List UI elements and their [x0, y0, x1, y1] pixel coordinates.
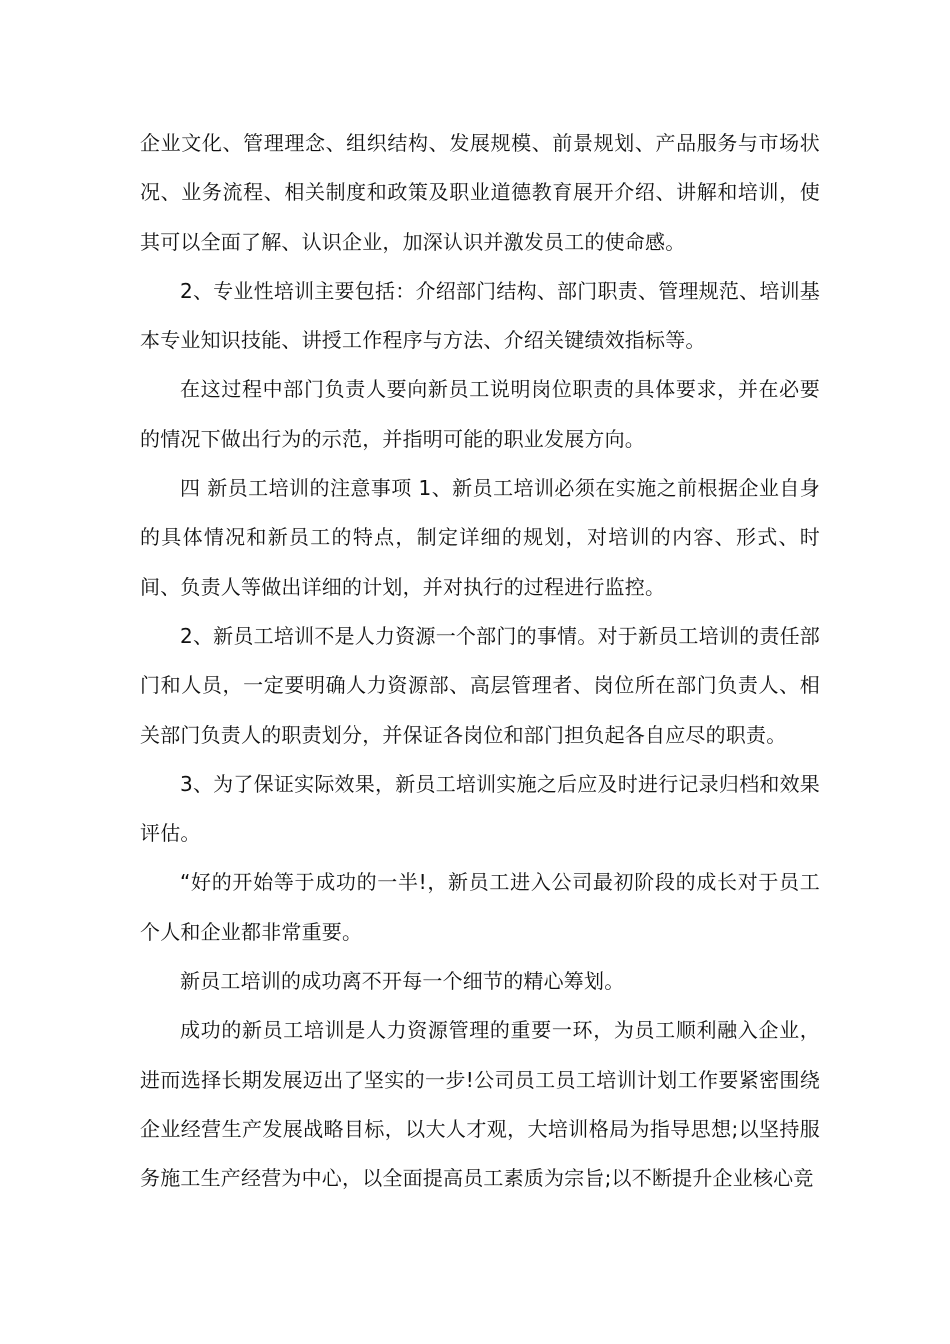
paragraph-corporate-culture-intro: 企业文化、管理理念、组织结构、发展规模、前景规划、产品服务与市场状况、业务流程、相关制度和政策及职业道德教育展开介绍、讲解和培训，使其可以全面了解、认识企业，加深认识并激发员工的使命感。: [140, 131, 820, 254]
document-body: [140, 119, 820, 1204]
paragraph-details-planning: 新员工培训的成功离不开每一个细节的精心筹划。: [180, 969, 625, 994]
paragraph-good-start: “好的开始等于成功的一半!，新员工进入公司最初阶段的成长对于员工个人和企业都非常重要。: [140, 870, 820, 944]
paragraph-training-notes: 四 新员工培训的注意事项 1、新员工培训必须在实施之前根据企业自身的具体情况和新员工的特点，制定详细的规划，对培训的内容、形式、时间、负责人等做出详细的计划，并对执行的过程进行监控。: [140, 476, 820, 599]
paragraph-successful-training: 成功的新员工培训是人力资源管理的重要一环，为员工顺利融入企业，进而选择长期发展迈出了坚实的一步!公司员工员工培训计划工作要紧密围绕企业经营生产发展战略目标，以大人才观，大培训格局为指导思想;以坚持服务施工生产经营为中心，以全面提高员工素质为宗旨;以不断提升企业核心竞: [140, 1018, 820, 1191]
paragraph-department-head-role: 在这过程中部门负责人要向新员工说明岗位职责的具体要求，并在必要的情况下做出行为的示范，并指明可能的职业发展方向。: [140, 377, 820, 451]
paragraph-responsibility-division: 2、新员工培训不是人力资源一个部门的事情。对于新员工培训的责任部门和人员，一定要明确人力资源部、高层管理者、岗位所在部门负责人、相关部门负责人的职责划分，并保证各岗位和部门担负起各自应尽的职责。: [140, 623, 820, 747]
paragraph-professional-training: 2、专业性培训主要包括：介绍部门结构、部门职责、管理规范、培训基本专业知识技能、讲授工作程序与方法、介绍关键绩效指标等。: [140, 278, 820, 353]
paragraph-evaluation: 3、为了保证实际效果，新员工培训实施之后应及时进行记录归档和效果评估。: [140, 771, 820, 846]
